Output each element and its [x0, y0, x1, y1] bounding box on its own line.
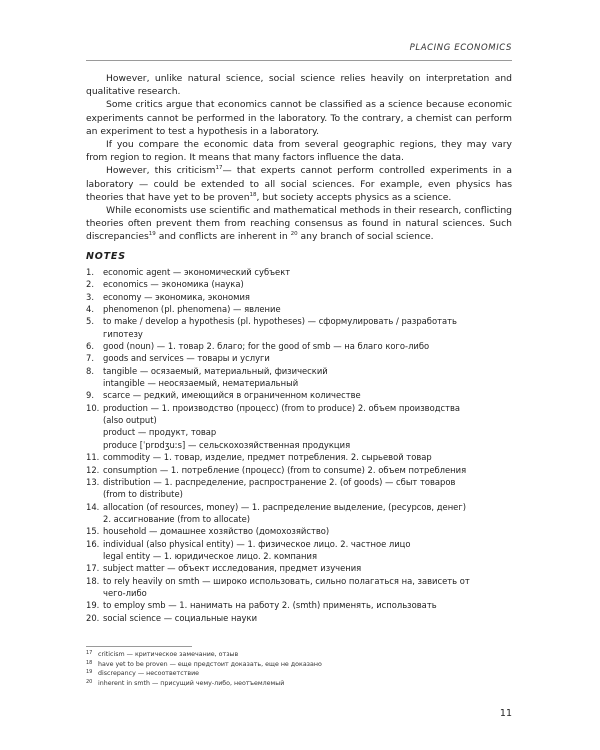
note-line: intangible — неосязаемый, нематериальный — [103, 378, 299, 389]
note-item — [86, 266, 516, 278]
note-item — [86, 451, 516, 463]
note-line: 2. ассигнование (from to allocate) — [103, 513, 251, 524]
footnote-item — [86, 679, 516, 689]
note-item — [86, 365, 516, 390]
note-line: чего-либо — [103, 587, 147, 598]
note-number: 13. — [86, 476, 100, 487]
note-item — [86, 464, 516, 476]
note-line: economy — экономика, экономия — [103, 291, 250, 302]
note-line: goods and services — товары и услуги — [103, 353, 270, 364]
note-line: tangible — осязаемый, материальный, физический — [103, 365, 328, 376]
note-line: distribution — 1. распределение, распространение 2. (of goods) — сбыт товаров — [103, 476, 456, 487]
note-number: 19. — [86, 600, 100, 611]
note-number: 6. — [86, 341, 94, 352]
paragraph — [86, 98, 512, 138]
note-number: 16. — [86, 538, 100, 549]
paragraph-text: However, this criticism — [106, 165, 216, 177]
note-text — [103, 266, 516, 278]
note-line: subject matter — объект исследования, предмет изучения — [103, 563, 362, 574]
note-line: good (noun) — 1. товар 2. благо; for the good of smb — на благо кого-либо — [103, 341, 430, 352]
note-number: 1. — [86, 267, 94, 277]
note-text — [103, 278, 516, 290]
paragraph-text: and conflicts are inherent in — [155, 231, 291, 243]
notes-list — [86, 266, 516, 624]
note-item — [86, 501, 516, 526]
note-line: to make / develop a hypothesis (pl. hypotheses) — сформулировать / разработать — [103, 316, 457, 327]
note-text — [103, 315, 516, 340]
note-text — [103, 562, 516, 574]
note-line: commodity — 1. товар, изделие, предмет потребления. 2. сырьевой товар — [103, 452, 432, 463]
note-line: household — домашнее хозяйство (домохозяйство) — [103, 526, 330, 537]
paragraph-text: While economists use scientific and mathematical methods in their research, conflicting theories often prevent them from reaching consensus as found in natural sciences. Such discrepancies — [86, 205, 512, 243]
note-number: 18. — [86, 575, 100, 586]
note-item — [86, 389, 516, 401]
footnote-ref[interactable]: 18 — [249, 191, 257, 198]
footnote-text: inherent in smth — присущий чему-либо, неотъемлемый — [98, 679, 285, 687]
note-text — [103, 464, 516, 476]
note-item — [86, 278, 516, 290]
footnote-ref[interactable]: 17 — [215, 165, 223, 172]
note-item — [86, 315, 516, 340]
note-line: to rely heavily on smth — широко использовать, сильно полагаться на, зависеть от — [103, 575, 470, 586]
note-line: гипотезу — [103, 328, 143, 339]
paragraph-text: Some critics argue that economics cannot be classified as a science because economic experiments cannot be performed in the laboratory. To the contrary, a chemist can perform an experiment to test a hypothesis in a laboratory. — [86, 99, 512, 137]
footnote-number: 18 — [86, 659, 93, 666]
note-line: (from to distribute) — [103, 489, 183, 500]
footnote-number: 17 — [86, 650, 93, 656]
note-line: production — 1. производство (процесс) (from to produce) 2. объем производства — [103, 402, 461, 413]
note-line: economic agent — экономический субъект — [103, 267, 291, 277]
note-number: 8. — [86, 365, 94, 376]
note-number: 7. — [86, 353, 94, 364]
note-text — [103, 365, 516, 390]
page-number: 11 — [499, 708, 512, 719]
note-text — [103, 525, 516, 537]
footnote-ref[interactable]: 20 — [290, 231, 298, 238]
note-item — [86, 575, 516, 600]
note-item — [86, 612, 516, 624]
note-number: 12. — [86, 464, 100, 475]
note-number: 11. — [86, 452, 100, 463]
note-number: 14. — [86, 501, 100, 512]
note-item — [86, 525, 516, 537]
note-text — [103, 389, 516, 401]
paragraph-text: If you compare the economic data from several geographic regions, they may vary from region to region. It means that many factors influence the data. — [86, 139, 512, 164]
paragraph-text: any branch of social science. — [297, 231, 434, 243]
note-item — [86, 476, 516, 501]
note-number: 3. — [86, 291, 94, 302]
footnote-divider — [86, 646, 192, 647]
note-text — [103, 538, 516, 563]
note-item — [86, 291, 516, 303]
paragraph-text: — that experts cannot perform controlled experiments in a laboratory — could be extended to all social sciences. For example, even physics has theories that have yet to be proven — [86, 165, 512, 203]
note-text — [103, 476, 516, 501]
note-line: produce [ˈprɒdʒuːs] — сельскохозяйственная продукция — [103, 439, 351, 450]
note-line: economics — экономика (наука) — [103, 279, 244, 290]
running-header — [86, 42, 512, 61]
note-number: 20. — [86, 612, 100, 623]
note-number: 10. — [86, 402, 100, 413]
footnote-item — [86, 660, 516, 670]
paragraph — [86, 138, 512, 164]
note-line: (also output) — [103, 415, 157, 426]
note-text — [103, 352, 516, 364]
note-line: individual (also physical entity) — 1. физическое лицо. 2. частное лицо — [103, 538, 411, 549]
note-item — [86, 538, 516, 563]
note-item — [86, 340, 516, 352]
footnote-text: criticism — критическое замечание, отзыв — [98, 651, 239, 658]
footnotes — [86, 646, 516, 688]
note-item — [86, 599, 516, 611]
footnote-item — [86, 669, 516, 679]
note-line: product — продукт, товар — [103, 427, 217, 438]
note-number: 15. — [86, 526, 100, 537]
note-text — [103, 501, 516, 526]
header-title: PLACING ECONOMICS — [409, 43, 512, 53]
note-text — [103, 451, 516, 463]
note-text — [103, 599, 516, 611]
paragraph-text: , but society accepts physics as a science. — [256, 191, 452, 203]
footnote-ref[interactable]: 19 — [148, 231, 156, 238]
note-line: phenomenon (pl. phenomena) — явление — [103, 304, 281, 315]
note-line: to employ smb — 1. нанимать на работу 2. (smth) применять, использовать — [103, 600, 437, 611]
note-line: social science — социальные науки — [103, 612, 258, 623]
paragraph — [86, 164, 512, 204]
body-text — [86, 72, 512, 244]
note-item — [86, 352, 516, 364]
note-line: allocation (of resources, money) — 1. распределение выделение, (ресурсов, денег) — [103, 501, 466, 512]
paragraph-text: However, unlike natural science, social science relies heavily on interpretation and qualitative research. — [86, 73, 512, 98]
note-item — [86, 402, 516, 451]
note-line: consumption — 1. потребление (процесс) (from to consume) 2. объем потребления — [103, 464, 467, 475]
note-text — [103, 402, 516, 451]
notes-heading: NOTES — [86, 251, 126, 262]
note-text — [103, 575, 516, 600]
footnote-item — [86, 650, 516, 660]
note-text — [103, 340, 516, 352]
footnote-number: 19 — [86, 669, 93, 676]
note-line: scarce — редкий, имеющийся в ограниченном количестве — [103, 390, 361, 401]
note-text — [103, 612, 516, 624]
footnote-number: 20 — [86, 678, 93, 685]
note-number: 4. — [86, 304, 94, 315]
note-item — [86, 303, 516, 315]
note-line: legal entity — 1. юридическое лицо. 2. компания — [103, 550, 317, 561]
note-number: 2. — [86, 279, 94, 290]
footnote-text: discrepancy — несоответствие — [98, 670, 200, 678]
note-text — [103, 291, 516, 303]
paragraph — [86, 72, 512, 98]
note-number: 9. — [86, 390, 94, 401]
note-item — [86, 562, 516, 574]
note-number: 5. — [86, 316, 94, 327]
footnote-text: have yet to be proven — еще предстоит доказать, еще не доказано — [98, 660, 322, 668]
paragraph — [86, 204, 512, 244]
note-text — [103, 303, 516, 315]
note-number: 17. — [86, 563, 100, 574]
